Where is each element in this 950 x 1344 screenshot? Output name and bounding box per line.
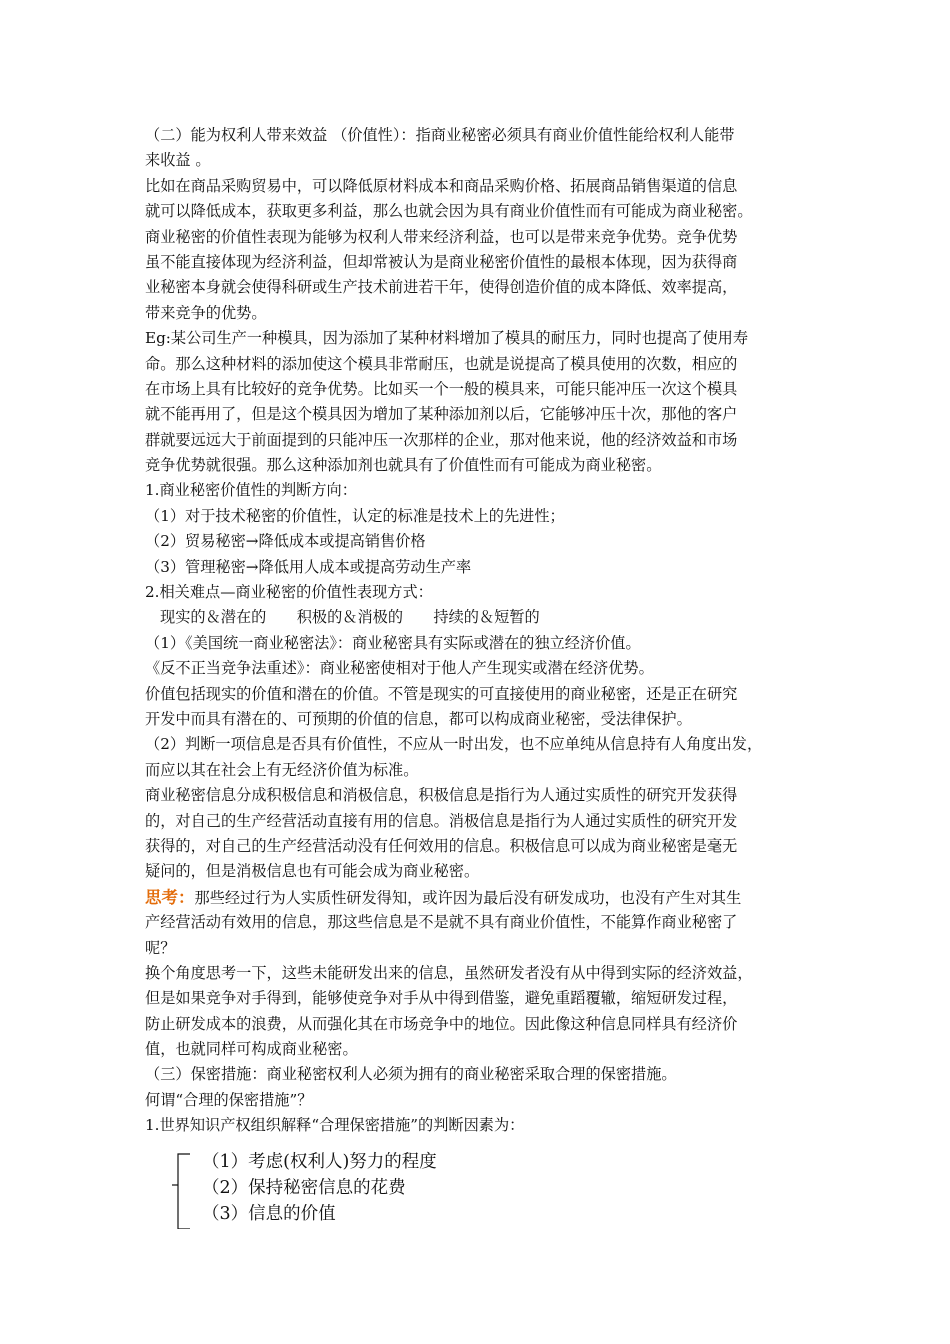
factor-list	[202, 1149, 437, 1227]
text-line: （2）判断一项信息是否具有价值性，不应从一时出发，也不应单纯从信息持有人角度出发，	[145, 735, 763, 754]
text-line: 就可以降低成本，获取更多利益，那么也就会因为具有商业价值性而有可能成为商业秘密。	[145, 202, 753, 221]
document-body	[145, 123, 817, 1229]
factor-item: （3）信息的价值	[202, 1203, 336, 1224]
text-line: 2.相关难点—商业秘密的价值性表现方式：	[145, 583, 433, 602]
think-text: 那些经过行为人实质性研发得知，或许因为最后没有研发成功，也没有产生对其生	[194, 888, 742, 907]
text-line: 商业秘密信息分成积极信息和消极信息，积极信息是指行为人通过实质性的研究开发获得	[145, 786, 738, 805]
text-line: 但是如果竞争对手得到，能够使竞争对手从中得到借鉴，避免重蹈覆辙，缩短研发过程，	[145, 989, 738, 1008]
text-line: （1）《美国统一商业秘密法》：商业秘密具有实际或潜在的独立经济价值。	[145, 633, 641, 652]
text-line: 换个角度思考一下，这些未能研发出来的信息，虽然研发者没有从中得到实际的经济效益，	[145, 963, 753, 982]
text-line: 疑问的，但是消极信息也有可能会成为商业秘密。	[145, 862, 480, 881]
text-line: 来收益 。	[145, 151, 211, 170]
text-line: 开发中而具有潜在的、可预期的价值的信息，都可以构成商业秘密，受法律保护。	[145, 709, 692, 728]
text-line: 命。那么这种材料的添加使这个模具非常耐压，也就是说提高了模具使用的次数，相应的	[145, 354, 738, 373]
text-line: 获得的，对自己的生产经营活动没有任何效用的信息。积极信息可以成为商业秘密是毫无	[145, 836, 738, 855]
text-line: （2）贸易秘密→降低成本或提高销售价格	[145, 532, 426, 551]
think-label: 思考：	[145, 887, 195, 907]
text-line: （3）管理秘密→降低用人成本或提高劳动生产率	[145, 557, 472, 576]
text-line: 就不能再用了，但是这个模具因为增加了某种添加剂以后，它能够冲压十次，那他的客户	[145, 405, 738, 424]
text-line: 值，也就同样可构成商业秘密。	[145, 1040, 358, 1059]
text-line: 而应以其在社会上有无经济价值为标准。	[145, 760, 419, 779]
text-line: （二）能为权利人带来效益 （价值性）：指商业秘密必须具有商业价值性能给权利人能带	[145, 126, 735, 144]
factor-item: （2）保持秘密信息的花费	[202, 1177, 406, 1198]
text-line: 带来竞争的优势。	[145, 303, 267, 322]
text-line: 商业秘密的价值性表现为能够为权利人带来经济利益，也可以是带来竞争优势。竞争优势	[145, 227, 738, 246]
factor-item: （1）考虑(权利人)努力的程度	[202, 1151, 437, 1172]
text-line: 《反不正当竞争法重述》：商业秘密使相对于他人产生现实或潜在经济优势。	[145, 659, 654, 678]
text-line: （三）保密措施：商业秘密权利人必须为拥有的商业秘密采取合理的保密措施。	[145, 1065, 677, 1084]
text-line: 虽不能直接体现为经济利益，但却常被认为是商业秘密价值性的最根本体现，因为获得商	[145, 252, 738, 271]
text-line: 现实的＆潜在的 积极的＆消极的 持续的＆短暂的	[160, 608, 540, 627]
text-line: 防止研发成本的浪费，从而强化其在市场竞争中的地位。因此像这种信息同样具有经济价	[145, 1014, 738, 1033]
text-line: 的，对自己的生产经营活动直接有用的信息。消极信息是指行为人通过实质性的研究开发	[145, 811, 738, 830]
text-line: 价值包括现实的价值和潜在的价值。不管是现实的可直接使用的商业秘密，还是正在研究	[145, 684, 738, 703]
text-line: 群就要远远大于前面提到的只能冲压一次那样的企业，那对他来说，他的经济效益和市场	[145, 430, 738, 449]
text-line: 竞争优势就很强。那么这种添加剂也就具有了价值性而有可能成为商业秘密。	[145, 456, 662, 475]
text-line: 1.世界知识产权组织解释“合理保密措施”的判断因素为：	[145, 1116, 525, 1135]
text-line: 何谓“合理的保密措施”？	[145, 1090, 313, 1109]
text-line: 呢？	[145, 938, 176, 957]
think-line	[145, 885, 817, 910]
text-line: Eg:某公司生产一种模具，因为添加了某种材料增加了模具的耐压力，同时也提高了使用寿	[145, 329, 749, 348]
text-line: 在市场上具有比较好的竞争优势。比如买一个一般的模具来，可能只能冲压一次这个模具	[145, 379, 738, 398]
text-line: （1）对于技术秘密的价值性，认定的标准是技术上的先进性；	[145, 506, 565, 525]
text-line: 比如在商品采购贸易中，可以降低原材料成本和商品采购价格、拓展商品销售渠道的信息	[145, 176, 738, 195]
factor-group	[145, 1149, 817, 1229]
text-line: 1.商业秘密价值性的判断方向：	[145, 481, 357, 500]
bracket-icon	[172, 1153, 196, 1229]
text-line: 业秘密本身就会使得科研或生产技术前进若干年，使得创造价值的成本降低、效率提高，	[145, 278, 738, 297]
text-line: 产经营活动有效用的信息，那这些信息是不是就不具有商业价值性，不能算作商业秘密了	[145, 913, 738, 932]
